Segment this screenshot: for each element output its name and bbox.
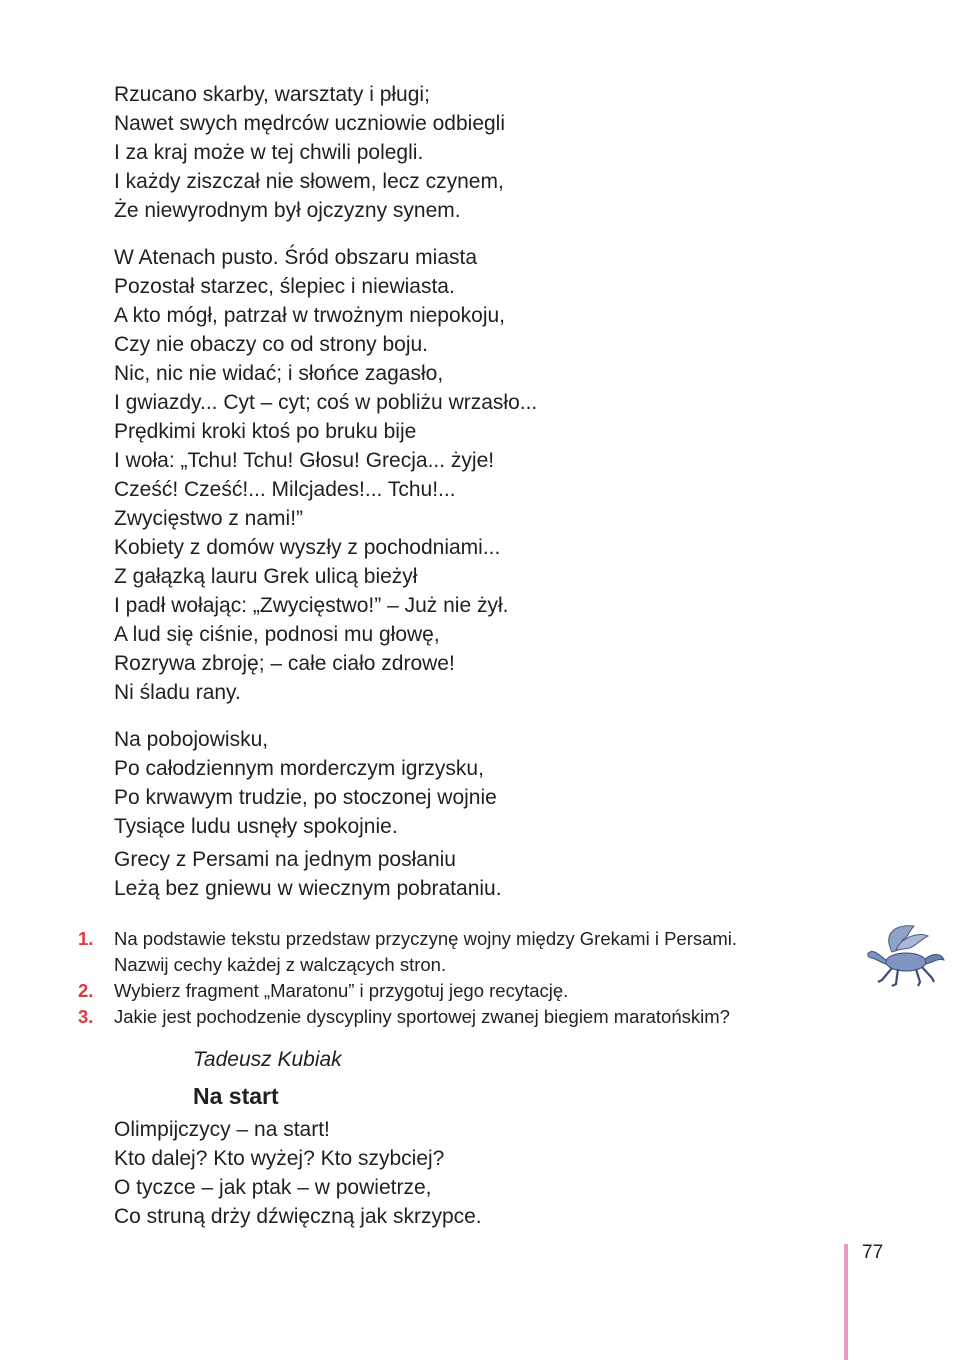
task-text: Jakie jest pochodzenie dyscypliny sportowej zwanej biegiem maratońskim? bbox=[114, 1006, 730, 1027]
poem-line: Tysiące ludu usnęły spokojnie. bbox=[114, 815, 398, 838]
poem-line: Leżą bez gniewu w wiecznym pobrataniu. bbox=[114, 877, 502, 900]
poem-author: Tadeusz Kubiak bbox=[193, 1048, 342, 1071]
poem-line: Kobiety z domów wyszły z pochodniami... bbox=[114, 536, 501, 559]
poem-line: I za kraj może w tej chwili polegli. bbox=[114, 141, 424, 164]
poem-line: Rzucano skarby, warsztaty i pługi; bbox=[114, 83, 430, 106]
task-text bbox=[114, 926, 737, 978]
poem-line: Czy nie obaczy co od strony boju. bbox=[114, 333, 428, 356]
poem-line: Prędkimi kroki ktoś po bruku bije bbox=[114, 420, 417, 443]
poem-line: Po całodziennym morderczym igrzysku, bbox=[114, 757, 484, 780]
poem-line: Że niewyrodnym był ojczyzny synem. bbox=[114, 199, 461, 222]
task-text-line: Na podstawie tekstu przedstaw przyczynę wojny między Grekami i Persami. bbox=[114, 928, 738, 949]
task-number: 3. bbox=[78, 1006, 94, 1027]
poem-line: I woła: „Tchu! Tchu! Głosu! Grecja... żyje! bbox=[114, 449, 495, 472]
poem-line: W Atenach pusto. Śród obszaru miasta bbox=[114, 246, 478, 269]
poem-line: Z gałązką lauru Grek ulicą bieżył bbox=[114, 565, 418, 588]
poem-line: Nic, nic nie widać; i słońce zagasło, bbox=[114, 362, 444, 385]
poem-line: Grecy z Persami na jednym posłaniu bbox=[114, 848, 456, 871]
poem-line: A kto mógł, patrzał w trwożnym niepokoju, bbox=[114, 304, 506, 327]
poem-line: Co struną drży dźwięczną jak skrzypce. bbox=[114, 1205, 482, 1228]
poem-title: Na start bbox=[193, 1083, 279, 1109]
poem-line: Olimpijczycy – na start! bbox=[114, 1118, 330, 1141]
poem-line: Pozostał starzec, ślepiec i niewiasta. bbox=[114, 275, 455, 298]
poem-stanza-3 bbox=[114, 725, 497, 841]
margin-bar bbox=[844, 1244, 848, 1360]
poem-line: Ni śladu rany. bbox=[114, 681, 241, 704]
task-item bbox=[78, 926, 878, 978]
poem-line: I gwiazdy... Cyt – cyt; coś w pobliżu wrzasło... bbox=[114, 391, 538, 414]
poem-line: Na pobojowisku, bbox=[114, 728, 269, 751]
poem-stanza-1 bbox=[114, 80, 505, 225]
poem-2-stanza bbox=[114, 1115, 482, 1231]
task-list bbox=[78, 926, 878, 1030]
task-number: 1. bbox=[78, 928, 94, 949]
poem-line: Kto dalej? Kto wyżej? Kto szybciej? bbox=[114, 1147, 445, 1170]
task-text-line: Nazwij cechy każdej z walczących stron. bbox=[114, 954, 447, 975]
poem-line: I każdy ziszczał nie słowem, lecz czynem, bbox=[114, 170, 504, 193]
poem-line: Rozrywa zbroję; – całe ciało zdrowe! bbox=[114, 652, 455, 675]
poem-line: Cześć! Cześć!... Milcjades!... Tchu!... bbox=[114, 478, 456, 501]
pegasus-icon bbox=[862, 922, 946, 992]
page-number: 77 bbox=[862, 1242, 884, 1263]
poem-line: I padł wołając: „Zwycięstwo!” – Już nie żył. bbox=[114, 594, 509, 617]
poem-stanza-2 bbox=[114, 243, 537, 707]
task-number: 2. bbox=[78, 980, 94, 1001]
poem-line: Nawet swych mędrców uczniowie odbiegli bbox=[114, 112, 506, 135]
task-item bbox=[78, 978, 878, 1004]
poem-line: Po krwawym trudzie, po stoczonej wojnie bbox=[114, 786, 497, 809]
poem-line: Zwycięstwo z nami!” bbox=[114, 507, 304, 530]
task-text: Wybierz fragment „Maratonu” i przygotuj jego recytację. bbox=[114, 980, 569, 1001]
task-item bbox=[78, 1004, 878, 1030]
poem-stanza-4 bbox=[114, 845, 502, 903]
poem-line: A lud się ciśnie, podnosi mu głowę, bbox=[114, 623, 440, 646]
poem-line: O tyczce – jak ptak – w powietrze, bbox=[114, 1176, 432, 1199]
